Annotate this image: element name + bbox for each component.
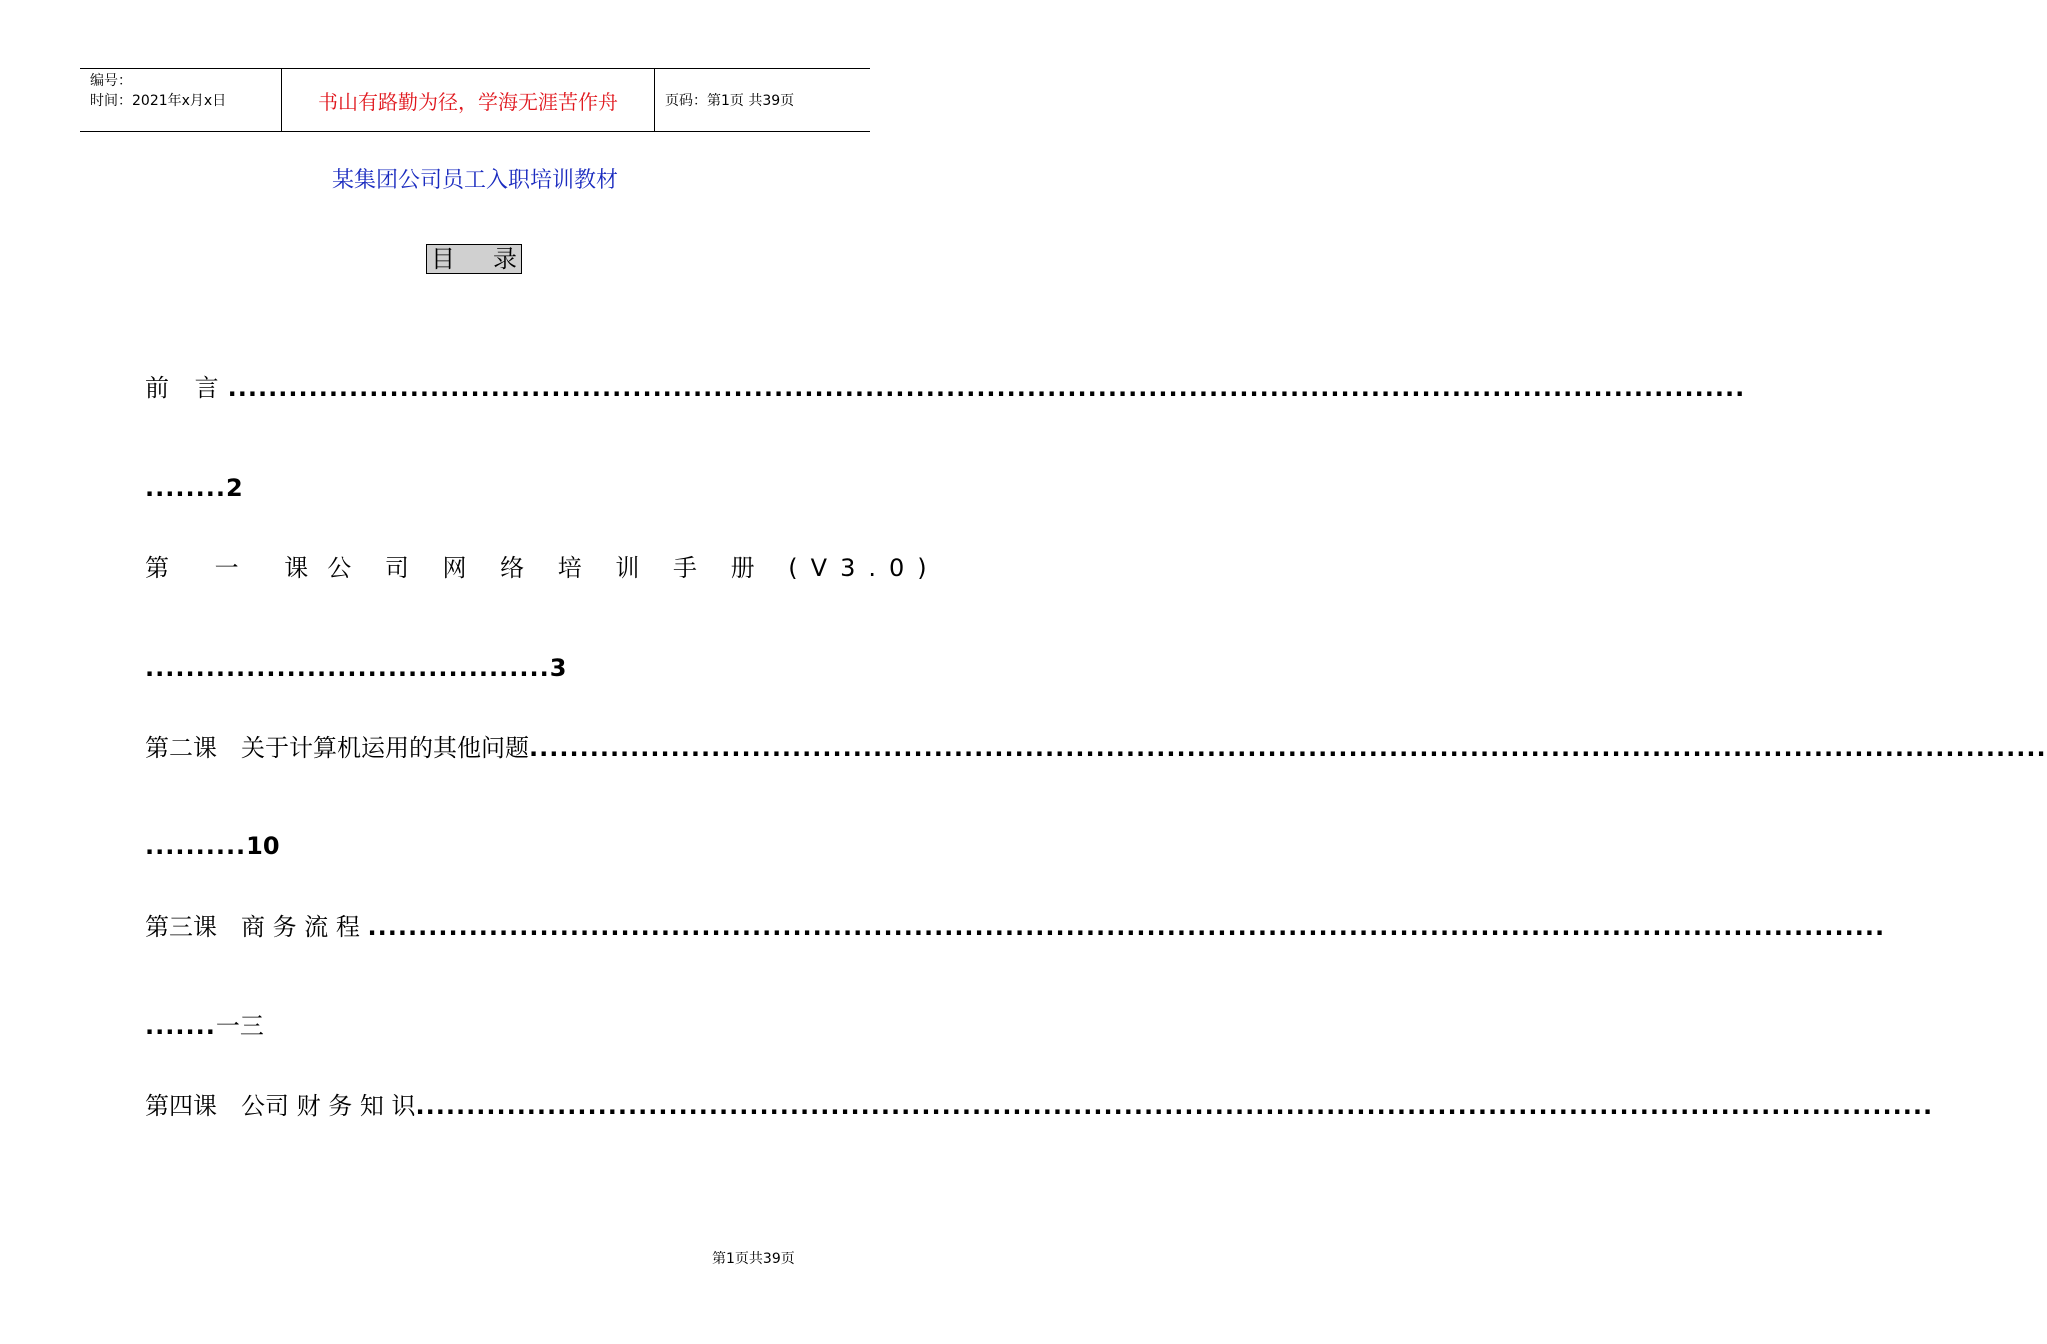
toc-page-dots: ........ [145,474,226,502]
toc-page-number: 10 [246,832,280,860]
toc-page-number: 一三 [215,1012,264,1040]
toc-entry-page-line [145,472,243,504]
number-label: 编号： [90,73,132,89]
header-meta [80,69,282,131]
toc-heading-left: 目 [431,245,455,273]
toc-entry-label: 第四课 公司 财 务 知 识 [145,1092,416,1120]
document-title: 某集团公司员工入职培训教材 [331,168,618,193]
header-page-info: 页码：第1页 共39页 [665,93,795,109]
toc-entry-lesson-3[interactable] [145,911,807,943]
toc-leader-dots [416,1090,1934,1122]
time-label: 时间：2021年x月x日 [90,93,227,109]
toc-entry-title-text: 公 司 网 络 培 训 手 册 (V3.0) [327,554,940,582]
toc-entry-lesson-4[interactable] [145,1090,807,1122]
toc-entry-page-line [145,1010,264,1042]
toc-entry-label: 第二课 关于计算机运用的其他问题 [145,734,529,762]
toc-entry-page-line [145,652,566,684]
toc-entry-label: 第 一 课 [145,554,328,582]
page-footer: 第1页共39页 [712,1251,795,1267]
toc-leader-dots [529,732,2047,764]
toc-entry-label: 前 言 [145,374,228,402]
page-header [80,68,870,132]
toc-leader-dots [368,911,1886,943]
toc-page-number: 3 [549,654,567,682]
toc-heading-right: 录 [493,245,517,273]
toc-entry-label-title [327,552,939,584]
toc-heading [426,244,522,274]
header-motto: 书山有路勤为径，学海无涯苦作舟 [282,69,655,131]
toc-page-dots: ........................................ [145,654,550,682]
toc-page-number: 2 [225,474,243,502]
toc-entry-label: 第三课 商 务 流 程 [145,913,368,941]
toc-entry-page-line [145,830,280,862]
toc-entry-preface[interactable] [145,372,807,404]
toc-entry-lesson-2[interactable] [145,732,807,764]
toc-page-dots: ....... [145,1012,216,1040]
toc-page-dots: .......... [145,832,247,860]
toc-entry-lesson-1[interactable] [145,552,940,584]
toc-leader-dots [228,372,1746,404]
